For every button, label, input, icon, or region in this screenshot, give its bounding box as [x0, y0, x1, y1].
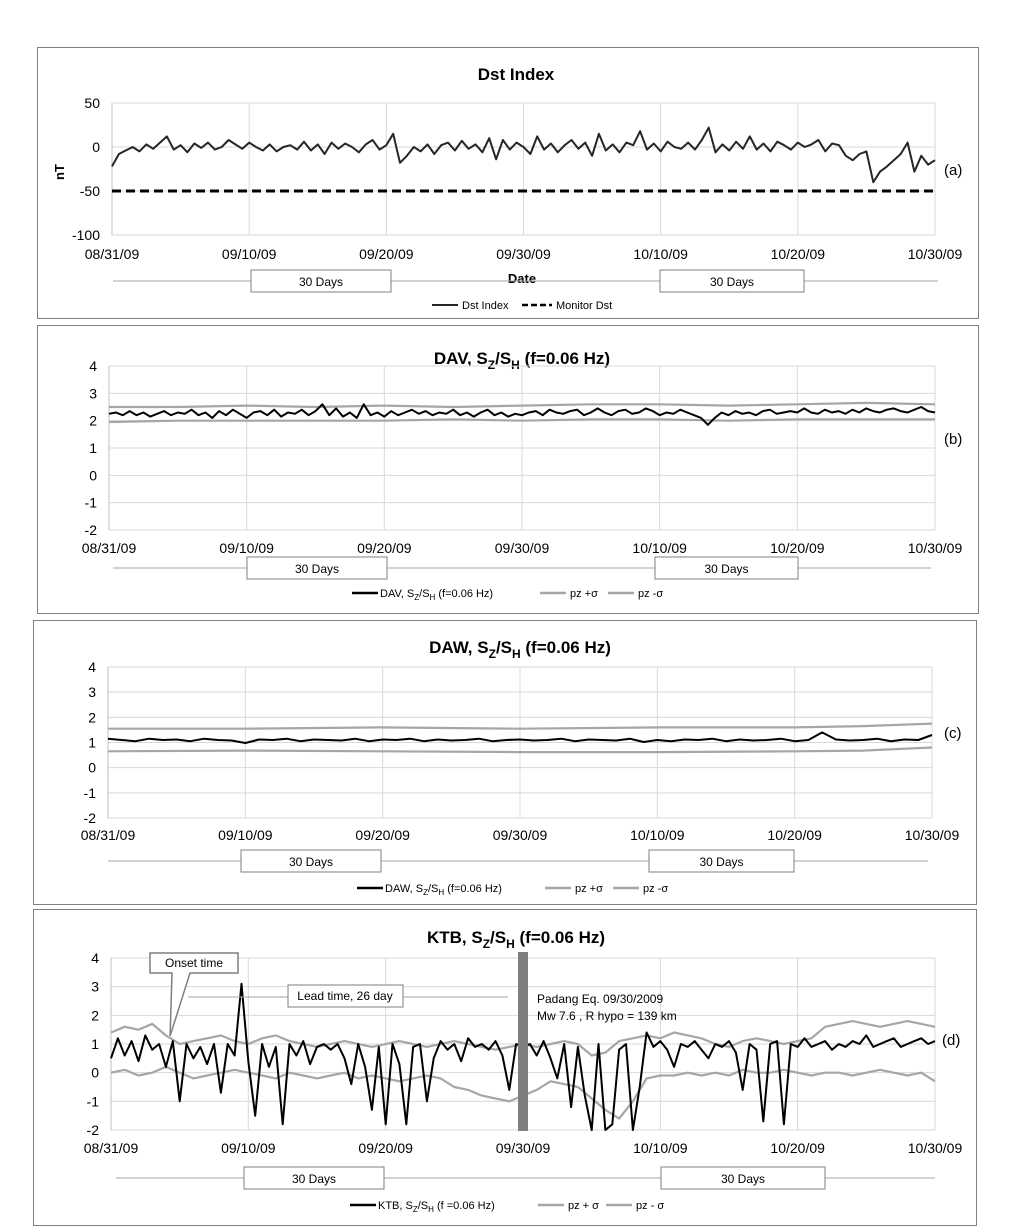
panel-b-title: DAV, $S_Z/S_H$ (f=0.06 Hz)	[433, 349, 611, 372]
y-tick-label: -100	[71, 227, 100, 243]
x-tick-label: 09/20/09	[359, 246, 414, 262]
window-box-label: 30 Days	[291, 1172, 337, 1186]
panel-c-label: (c)	[944, 725, 962, 742]
panel-a-ylabel: nT	[52, 164, 67, 180]
y-tick-label: 3	[91, 978, 99, 995]
y-tick-label: 0	[89, 467, 97, 484]
y-tick-label: 3	[88, 684, 96, 701]
x-tick-label: 08/31/09	[83, 1140, 139, 1156]
y-tick-label: 1	[91, 1036, 99, 1052]
x-tick-label: 09/10/09	[218, 827, 273, 843]
x-tick-label: 10/10/09	[632, 540, 687, 556]
y-tick-label: 0	[92, 139, 100, 155]
x-tick-label: 09/20/09	[355, 827, 410, 843]
x-tick-label: 10/20/09	[770, 540, 825, 556]
earthquake-label-line1: Padang Eq. 09/30/2009	[537, 992, 664, 1006]
legend-label-main: KTB, $S_Z/S_H$ (f =0.06 Hz)	[378, 1200, 495, 1214]
y-tick-label: 2	[88, 709, 96, 726]
x-tick-label: 10/10/09	[633, 246, 688, 262]
legend-label-dst: Dst Index	[462, 300, 509, 312]
panel-b-label: (b)	[944, 431, 963, 448]
earthquake-label-line2: Mw 7.6 , R hypo = 139 km	[537, 1009, 677, 1023]
x-tick-label: 10/30/09	[907, 540, 963, 556]
x-tick-label: 09/10/09	[221, 246, 277, 262]
y-tick-label: 4	[91, 950, 99, 966]
x-tick-label: 10/20/09	[770, 246, 826, 262]
legend-label-monitor: Monitor Dst	[556, 300, 613, 312]
panel-a-xlabel: Date	[507, 271, 537, 286]
y-tick-label: -2	[86, 1122, 99, 1138]
x-tick-label: 10/30/09	[907, 246, 963, 262]
x-tick-label: 08/31/09	[81, 540, 137, 556]
window-box-label: 30 Days	[709, 275, 755, 289]
y-tick-label: -2	[84, 522, 97, 538]
lead-time-label: Lead time, 26 day	[297, 989, 393, 1003]
panel-d-title: KTB, $S_Z/S_H$ (f=0.06 Hz)	[426, 928, 606, 951]
x-tick-label: 09/10/09	[221, 1140, 276, 1156]
x-tick-label: 09/10/09	[219, 540, 274, 556]
y-tick-label: -1	[83, 784, 96, 801]
y-tick-label: 0	[88, 759, 96, 776]
legend-label-minus: pz - σ	[636, 1200, 665, 1212]
y-tick-label: -1	[84, 494, 97, 511]
legend-label-main: DAV, $S_Z/S_H$ (f=0.06 Hz)	[380, 588, 494, 602]
y-tick-label: 1	[88, 734, 96, 751]
legend-label-minus: pz -σ	[638, 588, 664, 600]
x-tick-label: 09/20/09	[358, 1140, 413, 1156]
y-tick-label: 4	[88, 659, 96, 675]
x-tick-label: 10/20/09	[770, 1140, 825, 1156]
panel-b-plot	[82, 358, 963, 602]
legend-label-main: DAW, $S_Z/S_H$ (f=0.06 Hz)	[385, 883, 502, 897]
x-tick-label: 10/30/09	[904, 827, 960, 843]
x-tick-label: 08/31/09	[84, 246, 140, 262]
window-box-label: 30 Days	[288, 855, 334, 869]
panel-c-title: DAW, $S_Z/S_H$ (f=0.06 Hz)	[429, 638, 611, 661]
legend-label-plus: pz +σ	[570, 588, 598, 600]
window-box-label: 30 Days	[298, 275, 344, 289]
y-tick-label: 2	[89, 412, 97, 429]
window-box-label: 30 Days	[294, 562, 340, 576]
x-tick-label: 09/20/09	[357, 540, 412, 556]
x-tick-label: 09/30/09	[494, 540, 550, 556]
window-box-label: 30 Days	[704, 562, 749, 576]
x-tick-label: 10/10/09	[630, 827, 685, 843]
panel-d-plot	[84, 950, 963, 1214]
legend-label-minus: pz -σ	[643, 883, 669, 895]
y-tick-label: 3	[89, 385, 97, 402]
legend-label-plus: pz + σ	[568, 1200, 599, 1212]
x-tick-label: 10/10/09	[633, 1140, 688, 1156]
x-tick-label: 10/30/09	[907, 1140, 963, 1156]
y-tick-label: -50	[79, 183, 100, 199]
onset-label: Onset time	[164, 956, 224, 970]
x-tick-label: 08/31/09	[80, 827, 136, 843]
earthquake-marker-bar	[518, 952, 528, 1131]
window-box-label: 30 Days	[699, 855, 744, 869]
y-tick-label: -2	[83, 810, 96, 826]
x-tick-label: 09/30/09	[496, 246, 551, 262]
legend-label-plus: pz +σ	[575, 883, 603, 895]
panel-a-title: Dst Index	[477, 65, 555, 84]
panel-d-label: (d)	[942, 1032, 961, 1049]
panel-a-label: (a)	[944, 162, 963, 179]
x-tick-label: 09/30/09	[495, 1140, 551, 1156]
window-box-label: 30 Days	[720, 1172, 766, 1186]
x-tick-label: 09/30/09	[492, 827, 548, 843]
y-tick-label: 0	[91, 1064, 99, 1081]
y-tick-label: 1	[89, 440, 97, 456]
x-tick-label: 10/20/09	[767, 827, 822, 843]
panel-c-plot	[81, 659, 960, 897]
y-tick-label: 4	[89, 358, 97, 374]
y-tick-label: 50	[84, 95, 100, 111]
y-tick-label: 2	[91, 1007, 99, 1024]
y-tick-label: -1	[86, 1093, 99, 1110]
